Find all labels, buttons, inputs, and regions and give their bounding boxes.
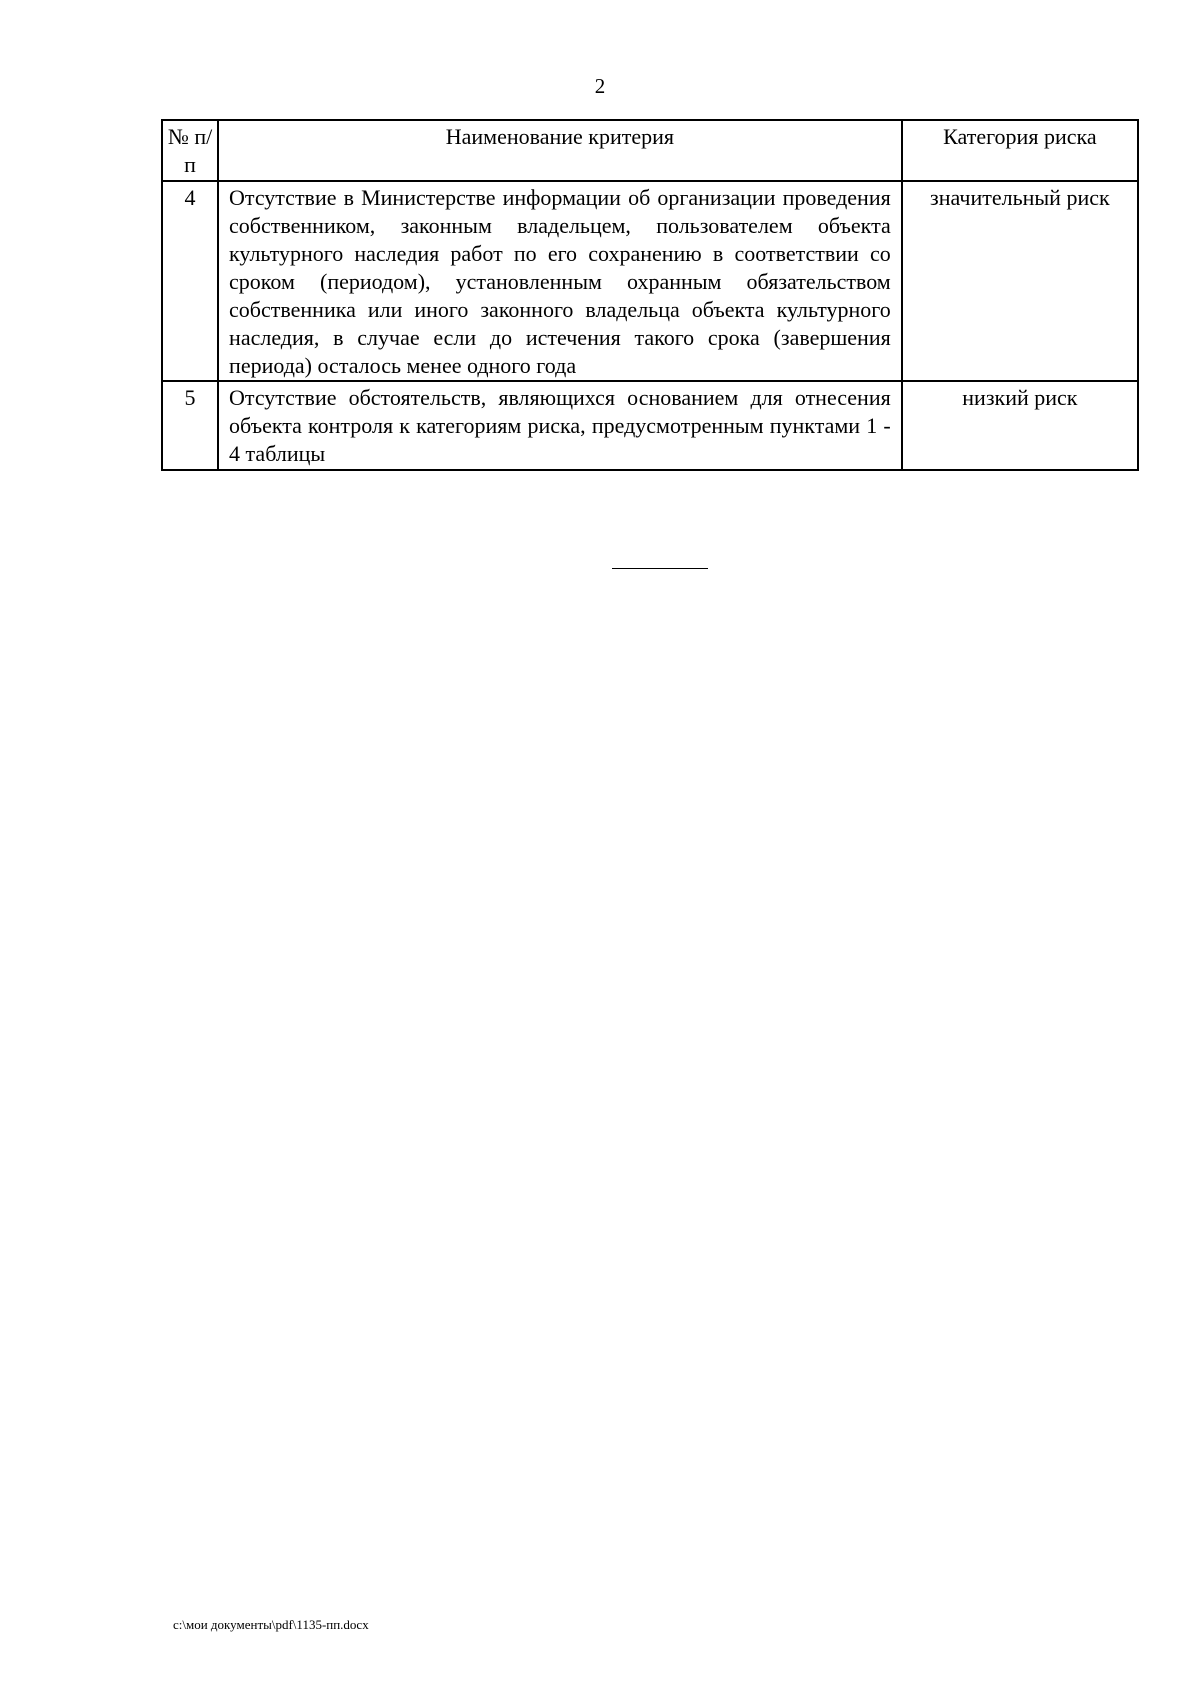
page-number: 2 xyxy=(594,74,606,98)
end-of-document-rule xyxy=(612,568,708,569)
table-row xyxy=(162,181,1138,381)
row-criterion: Отсутствие обстоятельств, являющихся основанием для отнесения объекта контроля к категориям риска, предусмотренным пунктами 1 - 4 таблицы xyxy=(218,381,902,470)
footer-file-path: c:\мои документы\pdf\1135-пп.docx xyxy=(173,1617,369,1632)
row-risk-category: значительный риск xyxy=(902,181,1138,381)
header-name: Наименование критерия xyxy=(218,120,902,181)
table-row xyxy=(162,381,1138,470)
row-num: 5 xyxy=(162,381,218,470)
header-num: № п/п xyxy=(162,120,218,181)
table-header-row xyxy=(162,120,1138,181)
header-category: Категория риска xyxy=(902,120,1138,181)
row-risk-category: низкий риск xyxy=(902,381,1138,470)
row-num: 4 xyxy=(162,181,218,381)
criteria-table xyxy=(161,119,1139,471)
row-criterion: Отсутствие в Министерстве информации об организации проведения собственником, законным владельцем, пользователем объекта культурного наследия работ по его сохранению в соответствии со сроком (периодом), установленным охранным обязательством собственника или иного законного владельца объекта культурного наследия, в случае если до истечения такого срока (завершения периода) осталось менее одного года xyxy=(218,181,902,381)
